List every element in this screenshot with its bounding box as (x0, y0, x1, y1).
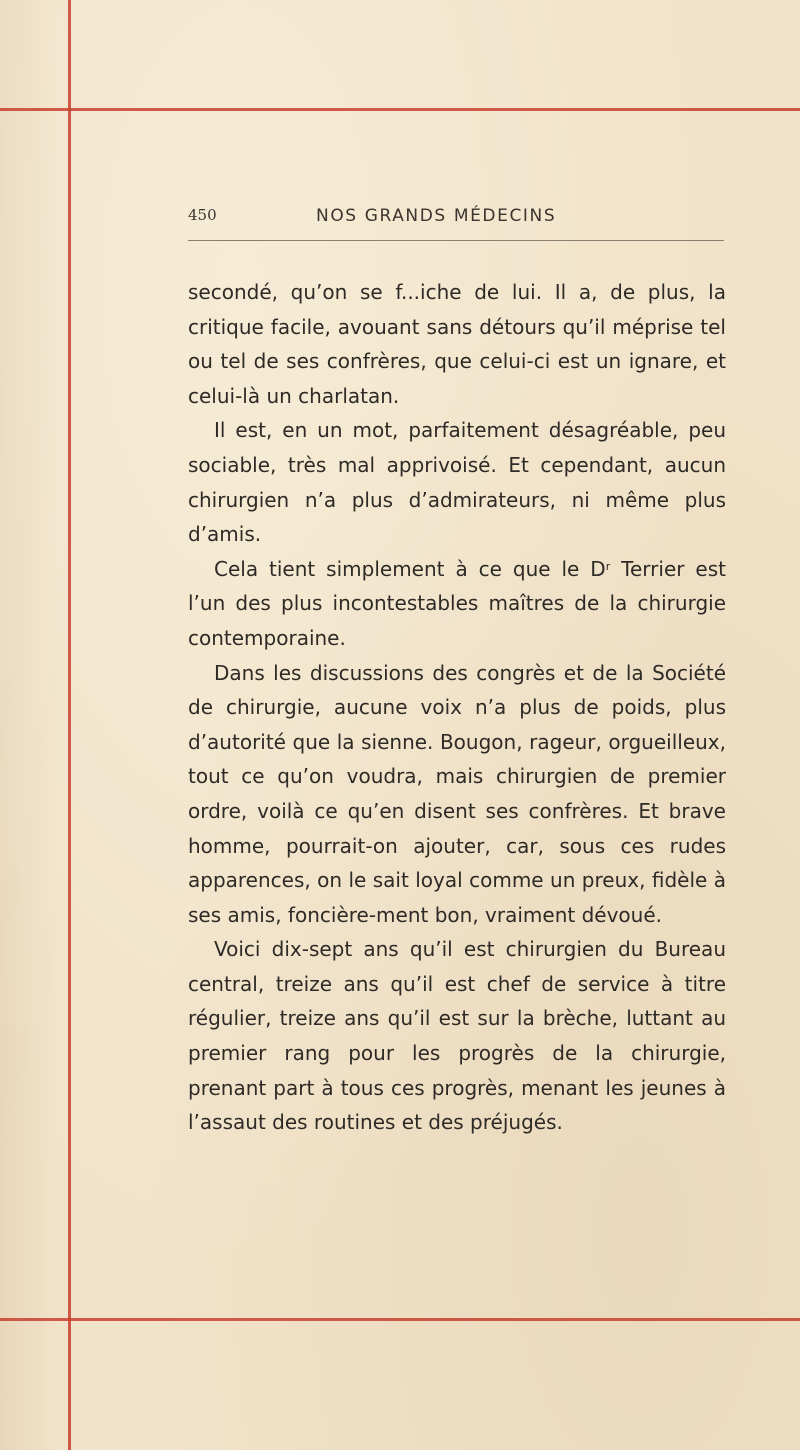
paragraph-3-before: Cela tient simplement à ce que le D (214, 556, 606, 581)
paragraph-5: Voici dix-sept ans qu’il est chirurgien du Bureau central, treize ans qu’il est chef de service à titre régulier, treize ans qu’il est sur la brèche, luttant au premier rang pour les progrès de la chirurgie, prenant part à tous ces progrès, menant les jeunes à l’assaut des routines et des préjugés. (188, 937, 726, 1135)
running-title: NOS GRANDS MÉDECINS (316, 206, 557, 226)
page-number: 450 (188, 206, 217, 224)
doctor-abbrev-superscript: r (605, 559, 611, 573)
margin-rule-bottom (0, 1318, 800, 1321)
margin-rule-top (0, 108, 800, 111)
body-text (188, 275, 726, 1140)
paragraph-3 (188, 552, 726, 656)
paragraph-1: secondé, qu’on se f...iche de lui. Il a, de plus, la critique facile, avouant sans détours qu’il méprise tel ou tel de ses confrères, que celui-ci est un ignare, et celui-là un charlatan. (188, 280, 726, 408)
paragraph-4: Dans les discussions des congrès et de la Société de chirurgie, aucune voix n’a plus de poids, plus d’autorité que la sienne. Bougon, rageur, orgueilleux, tout ce qu’on voudra, mais chirurgien de premier ordre, voilà ce qu’en disent ses confrères. Et brave homme, pourrait-on ajouter, car, sous ces rudes apparences, on le sait loyal comme un preux, fidèle à ses amis, foncière-ment bon, vraiment dévoué. (188, 660, 726, 927)
margin-rule-vertical (68, 0, 71, 1450)
page-header (188, 206, 724, 232)
header-rule (188, 240, 724, 241)
paragraph-3-after: Terrier est l’un des plus incontestables maîtres de la chirurgie contemporaine. (188, 556, 726, 650)
paragraph-2: Il est, en un mot, parfaitement désagréable, peu sociable, très mal apprivoisé. Et cependant, aucun chirurgien n’a plus d’admirateurs, ni même plus d’amis. (188, 418, 726, 547)
